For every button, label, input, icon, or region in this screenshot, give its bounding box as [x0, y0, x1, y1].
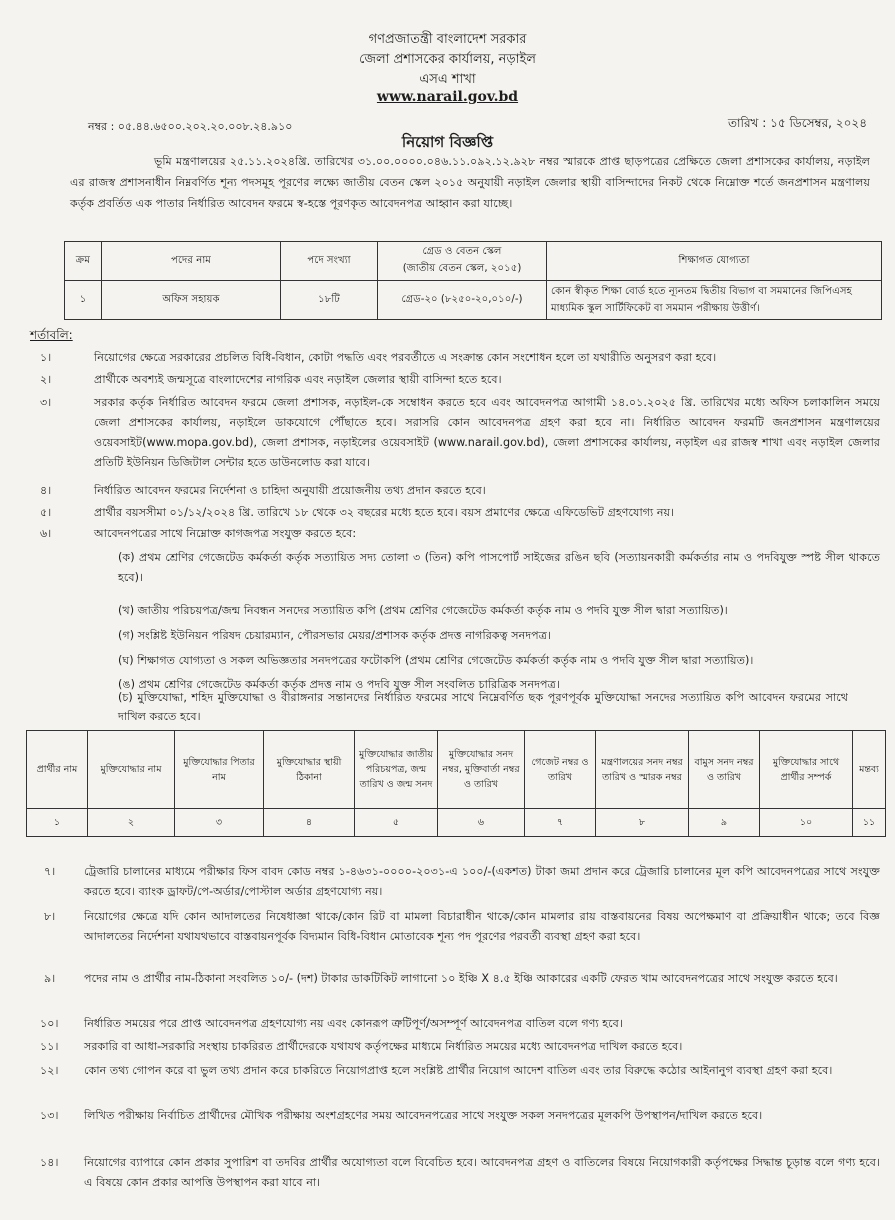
ff-th: মুক্তিযোদ্ধার পিতার নাম: [175, 731, 264, 809]
condition-number: ১৩।: [40, 1109, 59, 1122]
ff-td: ১: [27, 809, 88, 837]
header-section: এসএ শাখা: [419, 72, 476, 87]
ff-td: ৭: [525, 809, 596, 837]
ff-td: ৯: [689, 809, 760, 837]
th-post-count: পদে সংখ্যা: [281, 242, 378, 281]
condition-number: ১৪।: [40, 1156, 59, 1169]
document-item: (ক) প্রথম শ্রেণির গেজেটেড কর্মকর্তা কর্তৃক সত্যায়িত সদ্য তোলা ৩ (তিন) কপি পাসপোর্ট সাইজের রঙিন ছবি (সত্যায়নকারী কর্মকর্তার নাম ও পদবিযুক্ত স্পষ্ট সীল থাকতে হবে)।: [118, 551, 880, 584]
ff-th: মুক্তিযোদ্ধার জাতীয় পরিচয়পত্র, জন্ম তারিখ ও জন্ম সনদ: [355, 731, 438, 809]
condition-text: নির্ধারিত আবেদন ফরমের নির্দেশনা ও চাহিদা অনুযায়ী প্রয়োজনীয় তথ্য প্রদান করতে হবে।: [94, 484, 486, 497]
condition-number: ৪।: [40, 484, 52, 497]
condition-number: ১২।: [40, 1064, 59, 1077]
ff-th: মুক্তিযোদ্ধার সনদ নম্বর, মুক্তিবার্তা নম্বর ও তারিখ: [438, 731, 525, 809]
document-item: (চ) মুক্তিযোদ্ধা, শহিদ মুক্তিযোদ্ধা ও বীরাঙ্গনার সন্তানদের নির্ধারিত ফরমের সাথে নিম্নেবর্ণিত ছক পূরণপূর্বক মুক্তিযোদ্ধা সনদের সত্যায়িত কপি আবেদন ফরমের সাথে দাখিল করতে হবে।: [118, 691, 848, 723]
ff-table-header-row: [27, 731, 886, 809]
freedom-fighter-table: [26, 730, 886, 837]
ff-td: ৬: [438, 809, 525, 837]
ff-th: মুক্তিযোদ্ধার সাথে প্রার্থীর সম্পর্ক: [760, 731, 853, 809]
td-qualification: কোন স্বীকৃত শিক্ষা বোর্ড হতে ন্যূনতম দ্বিতীয় বিভাগ বা সমমানের জিপিএসহ মাধ্যমিক স্কুল সার্টিফিকেট বা সমমান পরীক্ষায় উত্তীর্ণ।: [547, 281, 882, 320]
condition-number: ২।: [40, 373, 52, 386]
ff-th: গেজেট নম্বর ও তারিখ: [525, 731, 596, 809]
th-grade-line1: গ্রেড ও বেতন স্কেল: [422, 246, 502, 257]
condition-number: ১১।: [40, 1040, 59, 1053]
header-website-link[interactable]: www.narail.gov.bd: [376, 89, 519, 105]
post-table-row: [65, 281, 882, 320]
document-item: (ঙ) প্রথম শ্রেণির গেজেটেড কর্মকর্তা কর্তৃক প্রদত্ত নাম ও পদবি যুক্ত সীল সংবলিত চারিত্রিক সনদপত্র।: [118, 678, 560, 691]
condition-text: আবেদনপত্রের সাথে নিম্নোক্ত কাগজপত্র সংযুক্ত করতে হবে:: [94, 527, 357, 540]
condition-text: কোন তথ্য গোপন করে বা ভুল তথ্য প্রদান করে চাকরিতে নিয়োগপ্রাপ্ত হলে সংশ্লিষ্ট প্রার্থীর নিয়োগ আদেশ বাতিল এবং তার বিরুদ্ধে কঠোর আইনানুগ ব্যবস্থা গ্রহণ করা হবে।: [84, 1064, 833, 1077]
ff-td: ১১: [853, 809, 886, 837]
ff-th: বামুস সনদ নম্বর ও তারিখ: [689, 731, 760, 809]
document-item: (ঘ) শিক্ষাগত যোগ্যতা ও সকল অভিজ্ঞতার সনদপত্রের ফটোকপি (প্রথম শ্রেণির গেজেটেড কর্মকর্তা কর্তৃক নাম ও পদবি যুক্ত সীল দ্বারা সত্যায়িত)।: [118, 654, 754, 667]
condition-number: ৬।: [40, 527, 52, 540]
condition-text: নিয়োগের ক্ষেত্রে যদি কোন আদালতের নিষেধাজ্ঞা থাকে/কোন রিট বা মামলা বিচারাধীন থাকে/কোন মামলার রায় বাস্তবায়নের বিষয় অপেক্ষমাণ বা প্রক্রিয়াধীন থাকে; তবে বিজ্ঞ আদালতের নির্দেশনা যথাযথভাবে বাস্তবায়নপূর্বক বিদ্যমান বিধি-বিধান মোতাবেক শূন্য পদ পূরণের পরবর্তী ব্যবস্থা গ্রহণ করা হবে।: [84, 910, 880, 943]
condition-number: ১।: [40, 351, 52, 364]
ff-th: প্রার্থীর নাম: [27, 731, 88, 809]
ff-th: মন্তব্য: [853, 731, 886, 809]
th-post-name: পদের নাম: [102, 242, 281, 281]
ff-td: ৩: [175, 809, 264, 837]
condition-text: প্রার্থীকে অবশ্যই জন্মসূত্রে বাংলাদেশের নাগরিক এবং নড়াইল জেলার স্থায়ী বাসিন্দা হতে হবে।: [94, 373, 502, 386]
ff-td: ৪: [264, 809, 355, 837]
condition-number: ৯।: [44, 972, 56, 985]
header-office: জেলা প্রশাসকের কার্যালয়, নড়াইল: [359, 52, 536, 67]
ff-td: ৮: [596, 809, 689, 837]
td-post-name: অফিস সহায়ক: [102, 281, 281, 320]
post-table-header-row: [65, 242, 882, 281]
header-government: গণপ্রজাতন্ত্রী বাংলাদেশ সরকার: [368, 32, 527, 47]
condition-text: সরকার কর্তৃক নির্ধারিত আবেদন ফরমে জেলা প্রশাসক, নড়াইল-কে সম্বোধন করতে হবে এবং আবেদনপত্র আগামী ১৪.০১.২০২৫ খ্রি. তারিখের মধ্যে অফিস চলাকালিন সময়ে জেলা প্রশাসকের কার্যালয়, নড়াইলে ডাকযোগে পৌঁছাতে হবে। সরাসরি কোন আবেদনপত্র গ্রহণ করা হবে না। নির্ধারিত আবেদন ফরমটি জনপ্রশাসন মন্ত্রণালয়ের ওয়েবসাইট(www.mopa.gov.bd), জেলা প্রশাসক, নড়াইলের ওয়েবসাইট (www.narail.gov.bd), জেলা প্রশাসকের কার্যালয়, নড়াইল এর রাজস্ব শাখা এবং নড়াইল জেলার প্রতিটি ইউনিয়ন ডিজিটাল সেন্টার হতে ডাউনলোড করা যাবে।: [94, 396, 880, 469]
th-qualification: শিক্ষাগত যোগ্যতা: [547, 242, 882, 281]
page-title: নিয়োগ বিজ্ঞপ্তি: [401, 133, 494, 151]
condition-text: প্রার্থীর বয়সসীমা ০১/১২/২০২৪ খ্রি. তারিখে ১৮ থেকে ৩২ বছরের মধ্যে হতে হবে। বয়স প্রমাণের ক্ষেত্রে এফিডেভিট গ্রহণযোগ্য নয়।: [94, 506, 675, 519]
condition-text: নিয়োগের ক্ষেত্রে সরকারের প্রচলিত বিধি-বিধান, কোটা পদ্ধতি এবং পরবর্তীতে এ সংক্রান্ত কোন সংশোধন হলে তা যথারীতি অনুসরণ করা হবে।: [94, 351, 717, 364]
condition-number: ১০।: [40, 1017, 59, 1030]
td-post-count: ১৮টি: [281, 281, 378, 320]
td-serial: ১: [65, 281, 102, 320]
condition-number: ৫।: [40, 506, 52, 519]
conditions-heading: শর্তাবলি:: [30, 328, 73, 342]
condition-text: সরকারি বা আধা-সরকারি সংস্থায় চাকরিরত প্রার্থীদেরকে যথাযথ কর্তৃপক্ষের মাধ্যমে নির্ধারিত সময়ের মধ্যে আবেদনপত্র দাখিল করতে হবে।: [84, 1040, 683, 1053]
ff-th: মন্ত্রণালয়ের সনদ নম্বর তারিখ ও স্মারক নম্বর: [596, 731, 689, 809]
condition-number: ৩।: [40, 396, 52, 409]
ff-td: ২: [88, 809, 175, 837]
condition-number: ৭।: [44, 865, 56, 878]
document-item: (খ) জাতীয় পরিচয়পত্র/জন্ম নিবন্ধন সনদের সত্যায়িত কপি (প্রথম শ্রেণির গেজেটেড কর্মকর্তা কর্তৃক নাম ও পদবি যুক্ত সীল দ্বারা সত্যায়িত)।: [118, 604, 728, 617]
ff-td: ১০: [760, 809, 853, 837]
condition-text: ট্রেজারি চালানের মাধ্যমে পরীক্ষার ফিস বাবদ কোড নম্বর ১-৪৬৩১-০০০০-২০৩১-এ ১০০/-(একশত) টাকা জমা প্রদান করে ট্রেজারি চালানের মূল কপি আবেদনপত্রের সাথে সংযুক্ত করতে হবে। ব্যাংক ড্রাফট/পে-অর্ডার/পোস্টাল অর্ডার গ্রহণযোগ্য নয়।: [84, 865, 880, 898]
document-item: (গ) সংশ্লিষ্ট ইউনিয়ন পরিষদ চেয়ারম্যান, পৌরসভার মেয়র/প্রশাসক কর্তৃক প্রদত্ত নাগরিকত্ব সনদপত্র।: [118, 629, 551, 642]
condition-text: পদের নাম ও প্রার্থীর নাম-ঠিকানা সংবলিত ১০/- (দশ) টাকার ডাকটিকিট লাগানো ১০ ইঞ্চি X ৪.৫ ইঞ্চি আকারের একটি ফেরত খাম আবেদনপত্রের সাথে সংযুক্ত করতে হবে।: [84, 972, 838, 985]
ff-th: মুক্তিযোদ্ধার নাম: [88, 731, 175, 809]
condition-text: নিয়োগের ব্যাপারে কোন প্রকার সুপারিশ বা তদবির প্রার্থীর অযোগ্যতা বলে বিবেচিত হবে। আবেদনপত্র গ্রহণ ও বাতিলের বিষয়ে নিয়োগকারী কর্তৃপক্ষের সিদ্ধান্ত চূড়ান্ত বলে গণ্য হবে। এ বিষয়ে কোন প্রকার আপত্তি উপস্থাপন করা যাবে না।: [84, 1156, 880, 1189]
memo-number: নম্বর : ০৫.৪৪.৬৫০০.২০২.২০.০০৮.২৪.৯১০: [88, 120, 293, 133]
th-grade-line2: (জাতীয় বেতন স্কেল, ২০১৫): [402, 263, 522, 274]
condition-text: নির্ধারিত সময়ের পরে প্রাপ্ত আবেদনপত্র গ্রহণযোগ্য নয় এবং কোনরূপ ত্রুটিপূর্ণ/অসম্পূর্ণ আবেদনপত্র বাতিল বলে গণ্য হবে।: [84, 1017, 623, 1030]
memo-date: তারিখ : ১৫ ডিসেম্বর, ২০২৪: [728, 116, 867, 130]
ff-th: মুক্তিযোদ্ধার স্থায়ী ঠিকানা: [264, 731, 355, 809]
condition-number: ৮।: [44, 910, 56, 923]
intro-paragraph: ভূমি মন্ত্রণালয়ের ২৫.১১.২০২৪খ্রি. তারিখের ৩১.০০.০০০০.০৪৬.১১.০৯২.১২.৯২৮ নম্বর স্মারকে প্রাপ্ত ছাড়পত্রের প্রেক্ষিতে জেলা প্রশাসকের কার্যালয়, নড়াইল এর রাজস্ব প্রশাসনাধীন নিম্নবর্ণিত শূন্য পদসমূহ পূরণের লক্ষ্যে জাতীয় বেতন স্কেল ২০১৫ অনুযায়ী নড়াইল জেলার স্থায়ী বাসিন্দাদের নিকট থেকে নিম্নোক্ত শর্তে জনপ্রশাসন মন্ত্রণালয় কর্তৃক প্রবর্তিত এক পাতার নির্ধারিত আবেদন ফরমে স্ব-হস্তে পূরণকৃত আবেদনপত্র আহ্বান করা যাচ্ছে।: [70, 155, 870, 210]
post-table: [64, 241, 882, 320]
condition-text: লিখিত পরীক্ষায় নির্বাচিত প্রার্থীদের মৌখিক পরীক্ষায় অংশগ্রহণের সময় আবেদনপত্রের সাথে সংযুক্ত সকল সনদপত্রের মূলকপি উপস্থাপন/দাখিল করতে হবে।: [84, 1109, 763, 1122]
th-serial: ক্রম: [65, 242, 102, 281]
td-grade: গ্রেড-২০ (৮২৫০-২০,০১০/-): [378, 281, 547, 320]
ff-table-number-row: [27, 809, 886, 837]
th-grade: [378, 242, 547, 281]
ff-td: ৫: [355, 809, 438, 837]
